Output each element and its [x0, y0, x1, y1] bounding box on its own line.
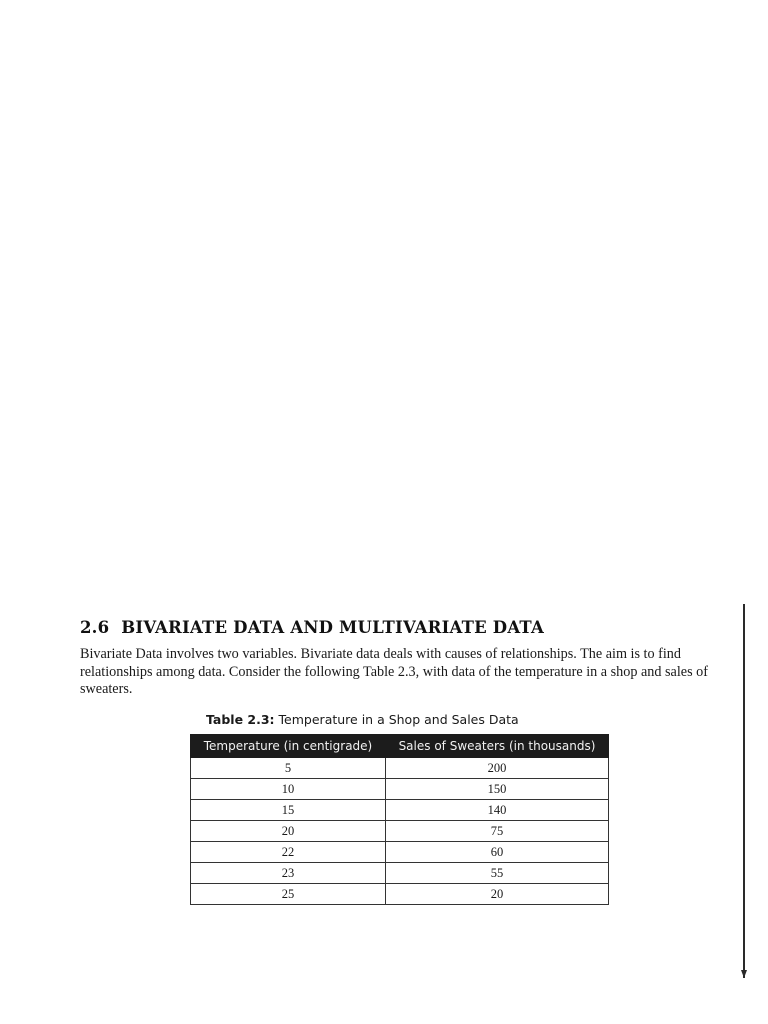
cell-sales: 140 — [386, 800, 609, 821]
cell-sales: 200 — [386, 758, 609, 779]
table-caption-text: Temperature in a Shop and Sales Data — [278, 712, 519, 727]
cell-temperature: 5 — [191, 758, 386, 779]
table-row — [191, 758, 609, 779]
header-temperature: Temperature (in centigrade) — [191, 735, 386, 758]
cell-sales: 60 — [386, 842, 609, 863]
page-margin-rule-end — [741, 970, 747, 978]
cell-sales: 75 — [386, 821, 609, 842]
table-row — [191, 800, 609, 821]
table-row — [191, 884, 609, 905]
cell-temperature: 25 — [191, 884, 386, 905]
cell-temperature: 15 — [191, 800, 386, 821]
table-row — [191, 821, 609, 842]
cell-sales: 150 — [386, 779, 609, 800]
cell-temperature: 20 — [191, 821, 386, 842]
section-2-6 — [80, 618, 732, 699]
cell-sales: 55 — [386, 863, 609, 884]
header-sales: Sales of Sweaters (in thousands) — [386, 735, 609, 758]
cell-sales: 20 — [386, 884, 609, 905]
table-caption — [206, 712, 519, 727]
table-row — [191, 842, 609, 863]
cell-temperature: 10 — [191, 779, 386, 800]
table-row — [191, 779, 609, 800]
table-caption-label: Table 2.3: — [206, 712, 275, 727]
cell-temperature: 22 — [191, 842, 386, 863]
temperature-sales-table — [190, 734, 609, 905]
table-header-row — [191, 735, 609, 758]
section-paragraph: Bivariate Data involves two variables. Bivariate data deals with causes of relationships. The aim is to find relationships among data. Consider the following Table 2.3, with data of the temperature in a shop and sales of sweaters. — [80, 646, 708, 697]
table-row — [191, 863, 609, 884]
section-title: BIVARIATE DATA AND MULTIVARIATE DATA — [121, 618, 544, 637]
cell-temperature: 23 — [191, 863, 386, 884]
section-number: 2.6 — [80, 618, 110, 637]
page-margin-rule — [743, 604, 745, 978]
section-heading — [80, 618, 732, 637]
